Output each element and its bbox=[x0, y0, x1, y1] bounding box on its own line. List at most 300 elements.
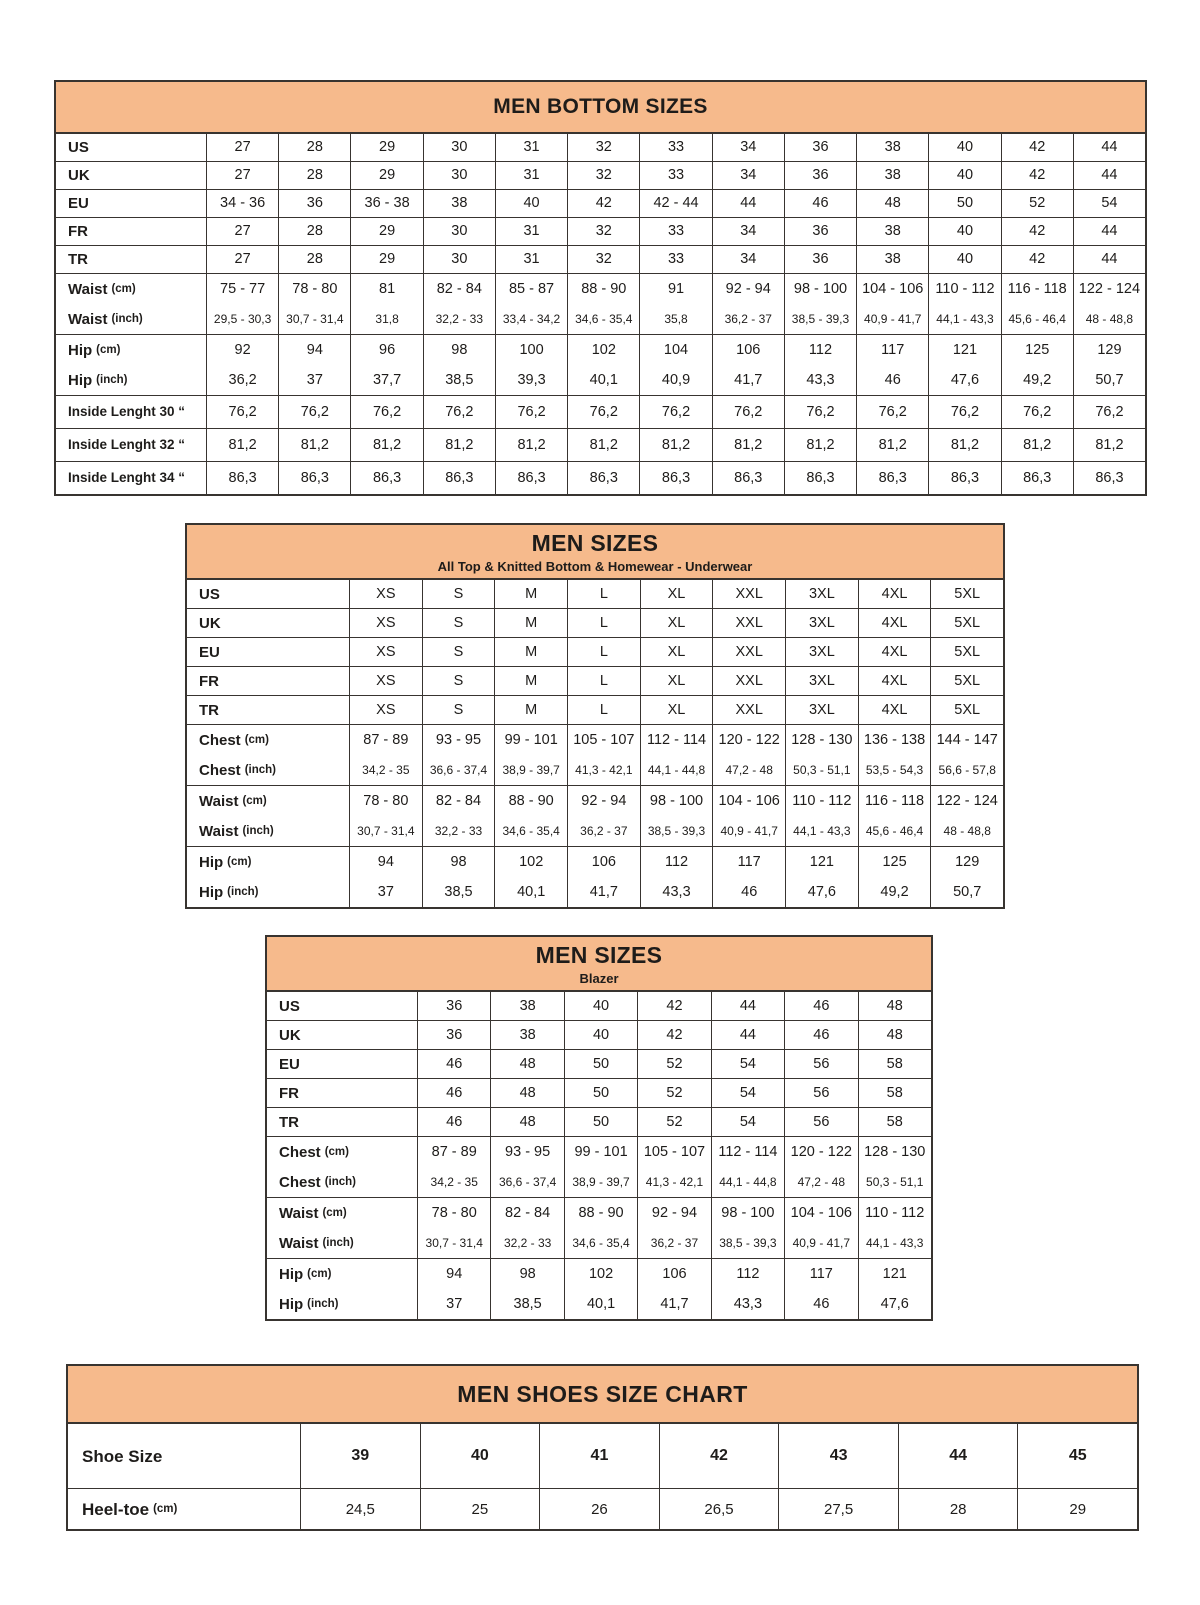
size-cell: 35,8 bbox=[639, 304, 711, 334]
size-cell: 40,1 bbox=[494, 877, 567, 907]
row-label bbox=[56, 218, 206, 245]
size-cell: 41,3 - 42,1 bbox=[637, 1167, 710, 1197]
size-cell: 36 bbox=[784, 134, 856, 161]
row-label-text: FR bbox=[68, 223, 88, 240]
size-cell: 129 bbox=[930, 847, 1003, 877]
size-cell: 99 - 101 bbox=[494, 725, 567, 755]
size-cell: 58 bbox=[858, 1050, 931, 1078]
row-group bbox=[56, 334, 1145, 395]
size-cell: 29 bbox=[1017, 1489, 1137, 1529]
row-label-unit: (inch) bbox=[324, 1176, 356, 1189]
row-label bbox=[187, 877, 349, 907]
size-cell: 50,3 - 51,1 bbox=[858, 1167, 931, 1197]
size-cell: 34,6 - 35,4 bbox=[564, 1228, 637, 1258]
size-cell: 121 bbox=[928, 335, 1000, 365]
row-label-text: Inside Lenght 30 “ bbox=[68, 404, 186, 420]
size-cell: 121 bbox=[785, 847, 858, 877]
size-cell: 28 bbox=[278, 162, 350, 189]
size-cell: S bbox=[422, 580, 495, 608]
size-cell: 98 bbox=[422, 847, 495, 877]
table-row bbox=[187, 816, 1003, 846]
size-cell: 46 bbox=[784, 1289, 857, 1319]
size-cell: 44,1 - 43,3 bbox=[785, 816, 858, 846]
size-cell: 40,1 bbox=[567, 365, 639, 395]
row-label-text: Hip bbox=[68, 371, 93, 389]
men-sizes-blazer-table bbox=[265, 935, 933, 1321]
size-cell: 42 bbox=[637, 1021, 710, 1049]
row-label-text: FR bbox=[199, 672, 219, 690]
size-cell: 41,7 bbox=[712, 365, 784, 395]
size-cell: 41 bbox=[539, 1424, 659, 1488]
size-cell: 38 bbox=[490, 992, 563, 1020]
size-cell: 76,2 bbox=[567, 396, 639, 428]
size-cell: 122 - 124 bbox=[930, 786, 1003, 816]
size-cell: M bbox=[494, 580, 567, 608]
row-group bbox=[187, 637, 1003, 666]
size-cell: 26,5 bbox=[659, 1489, 779, 1529]
row-group bbox=[56, 217, 1145, 245]
size-cell: 128 - 130 bbox=[858, 1137, 931, 1167]
size-cell: M bbox=[494, 696, 567, 724]
table-row bbox=[56, 189, 1145, 217]
size-cell: 43,3 bbox=[711, 1289, 784, 1319]
row-label bbox=[56, 190, 206, 217]
row-label-unit: (inch) bbox=[244, 764, 276, 777]
table-row bbox=[56, 245, 1145, 273]
size-cell: 5XL bbox=[930, 609, 1003, 637]
size-cell: 37 bbox=[349, 877, 422, 907]
row-label bbox=[267, 1228, 417, 1258]
size-cell: 125 bbox=[858, 847, 931, 877]
size-cell: 30,7 - 31,4 bbox=[349, 816, 422, 846]
size-cell: 48 bbox=[490, 1050, 563, 1078]
size-cell: L bbox=[567, 580, 640, 608]
size-cell: 81,2 bbox=[278, 429, 350, 461]
size-cell: 38,5 - 39,3 bbox=[711, 1228, 784, 1258]
size-cell: XXL bbox=[712, 667, 785, 695]
row-group bbox=[187, 580, 1003, 608]
size-cell: 76,2 bbox=[856, 396, 928, 428]
table-row bbox=[187, 846, 1003, 877]
size-cell: 24,5 bbox=[300, 1489, 420, 1529]
row-label bbox=[56, 335, 206, 365]
size-cell: 31 bbox=[495, 218, 567, 245]
size-cell: 36 bbox=[417, 992, 490, 1020]
size-cell: 44 bbox=[1073, 162, 1145, 189]
size-cell: XL bbox=[640, 609, 713, 637]
size-cell: 36 - 38 bbox=[350, 190, 422, 217]
row-label-text: Chest bbox=[199, 761, 241, 779]
size-cell: 102 bbox=[494, 847, 567, 877]
row-label-unit: (cm) bbox=[111, 283, 136, 296]
size-cell: XXL bbox=[712, 638, 785, 666]
row-group bbox=[187, 666, 1003, 695]
size-cell: 34,2 - 35 bbox=[349, 755, 422, 785]
table-row bbox=[187, 755, 1003, 785]
men-bottom-sizes-header bbox=[56, 82, 1145, 134]
size-cell: 42 bbox=[1001, 246, 1073, 273]
size-cell: 37,7 bbox=[350, 365, 422, 395]
size-cell: 53,5 - 54,3 bbox=[858, 755, 931, 785]
size-cell: 46 bbox=[784, 190, 856, 217]
size-cell: 129 bbox=[1073, 335, 1145, 365]
size-cell: 106 bbox=[637, 1259, 710, 1289]
size-cell: 34,6 - 35,4 bbox=[567, 304, 639, 334]
size-cell: 94 bbox=[349, 847, 422, 877]
size-cell: 42 bbox=[567, 190, 639, 217]
size-cell: 98 - 100 bbox=[784, 274, 856, 304]
table-row bbox=[56, 428, 1145, 461]
size-cell: 76,2 bbox=[423, 396, 495, 428]
size-cell: 25 bbox=[420, 1489, 540, 1529]
table-row bbox=[56, 161, 1145, 189]
row-group bbox=[68, 1424, 1137, 1488]
size-cell: 88 - 90 bbox=[494, 786, 567, 816]
size-cell: 34,2 - 35 bbox=[417, 1167, 490, 1197]
row-group bbox=[187, 695, 1003, 724]
size-cell: 33 bbox=[639, 134, 711, 161]
size-cell: 43,3 bbox=[640, 877, 713, 907]
size-cell: 81,2 bbox=[567, 429, 639, 461]
size-cell: 112 bbox=[784, 335, 856, 365]
row-label bbox=[187, 580, 349, 608]
row-label bbox=[56, 162, 206, 189]
row-label-text: Hip bbox=[279, 1265, 304, 1283]
size-cell: 34 bbox=[712, 218, 784, 245]
table-row bbox=[56, 134, 1145, 161]
row-label bbox=[56, 365, 206, 395]
size-cell: 98 - 100 bbox=[711, 1198, 784, 1228]
size-cell: 78 - 80 bbox=[278, 274, 350, 304]
size-cell: M bbox=[494, 667, 567, 695]
size-cell: 3XL bbox=[785, 696, 858, 724]
row-label-unit: (inch) bbox=[307, 1298, 339, 1311]
table-row bbox=[56, 334, 1145, 365]
men-bottom-sizes-table bbox=[54, 80, 1147, 496]
size-cell: 44 bbox=[1073, 134, 1145, 161]
size-cell: 26 bbox=[539, 1489, 659, 1529]
row-label-text: UK bbox=[199, 614, 221, 632]
row-label-text: Inside Lenght 32 “ bbox=[68, 437, 186, 453]
size-cell: 27 bbox=[206, 218, 278, 245]
size-cell: 92 - 94 bbox=[712, 274, 784, 304]
table-row bbox=[56, 395, 1145, 428]
size-cell: 54 bbox=[711, 1050, 784, 1078]
size-cell: 105 - 107 bbox=[637, 1137, 710, 1167]
size-cell: 86,3 bbox=[784, 462, 856, 494]
size-cell: 38 bbox=[856, 246, 928, 273]
size-cell: 36 bbox=[784, 218, 856, 245]
row-label-text: Chest bbox=[279, 1173, 321, 1191]
size-cell: 98 bbox=[490, 1259, 563, 1289]
size-cell: L bbox=[567, 638, 640, 666]
size-cell: 30 bbox=[423, 218, 495, 245]
row-label-unit: (cm) bbox=[96, 344, 121, 357]
size-cell: 38,5 - 39,3 bbox=[784, 304, 856, 334]
size-cell: 56 bbox=[784, 1108, 857, 1136]
size-cell: 32,2 - 33 bbox=[422, 816, 495, 846]
size-cell: 46 bbox=[417, 1108, 490, 1136]
size-cell: 34,6 - 35,4 bbox=[494, 816, 567, 846]
row-label bbox=[56, 396, 206, 428]
size-cell: 42 bbox=[659, 1424, 779, 1488]
size-cell: 93 - 95 bbox=[422, 725, 495, 755]
size-cell: 49,2 bbox=[858, 877, 931, 907]
row-label-text: Hip bbox=[279, 1295, 304, 1313]
size-cell: 92 - 94 bbox=[637, 1198, 710, 1228]
size-cell: 29 bbox=[350, 162, 422, 189]
size-cell: 105 - 107 bbox=[567, 725, 640, 755]
size-cell: 43 bbox=[778, 1424, 898, 1488]
size-cell: XS bbox=[349, 609, 422, 637]
size-cell: 40 bbox=[420, 1424, 540, 1488]
size-cell: 32 bbox=[567, 162, 639, 189]
size-cell: 54 bbox=[711, 1108, 784, 1136]
size-cell: XL bbox=[640, 638, 713, 666]
size-cell: 29 bbox=[350, 134, 422, 161]
row-label-unit: (cm) bbox=[324, 1146, 349, 1159]
size-cell: 40,9 - 41,7 bbox=[784, 1228, 857, 1258]
size-cell: 99 - 101 bbox=[564, 1137, 637, 1167]
row-label-text: EU bbox=[279, 1055, 300, 1073]
size-cell: 42 bbox=[1001, 162, 1073, 189]
size-cell: 38,5 bbox=[422, 877, 495, 907]
size-cell: 34 bbox=[712, 134, 784, 161]
size-cell: 27 bbox=[206, 246, 278, 273]
size-cell: 29,5 - 30,3 bbox=[206, 304, 278, 334]
size-cell: 81,2 bbox=[856, 429, 928, 461]
size-cell: 40 bbox=[564, 1021, 637, 1049]
row-label-text: US bbox=[279, 997, 300, 1015]
size-cell: 58 bbox=[858, 1079, 931, 1107]
size-cell: 49,2 bbox=[1001, 365, 1073, 395]
size-cell: 41,3 - 42,1 bbox=[567, 755, 640, 785]
row-label bbox=[68, 1489, 300, 1529]
size-cell: 144 - 147 bbox=[930, 725, 1003, 755]
row-label bbox=[187, 609, 349, 637]
size-cell: 81,2 bbox=[1001, 429, 1073, 461]
size-cell: 94 bbox=[278, 335, 350, 365]
size-cell: 30 bbox=[423, 246, 495, 273]
size-cell: 32 bbox=[567, 218, 639, 245]
table-row bbox=[68, 1424, 1137, 1488]
size-cell: 44,1 - 44,8 bbox=[640, 755, 713, 785]
row-group bbox=[267, 1049, 931, 1078]
size-cell: 30,7 - 31,4 bbox=[278, 304, 350, 334]
size-cell: 46 bbox=[417, 1079, 490, 1107]
row-group bbox=[56, 428, 1145, 461]
size-cell: 112 - 114 bbox=[711, 1137, 784, 1167]
men-shoes-size-table bbox=[66, 1364, 1139, 1531]
size-cell: 54 bbox=[711, 1079, 784, 1107]
size-cell: XXL bbox=[712, 609, 785, 637]
size-cell: 81,2 bbox=[206, 429, 278, 461]
size-cell: 86,3 bbox=[856, 462, 928, 494]
size-cell: 28 bbox=[898, 1489, 1018, 1529]
size-cell: 78 - 80 bbox=[349, 786, 422, 816]
table-row bbox=[68, 1488, 1137, 1529]
size-cell: 102 bbox=[564, 1259, 637, 1289]
size-cell: 46 bbox=[784, 1021, 857, 1049]
size-cell: 31 bbox=[495, 246, 567, 273]
size-cell: 76,2 bbox=[928, 396, 1000, 428]
size-cell: 40 bbox=[564, 992, 637, 1020]
size-cell: 38,5 - 39,3 bbox=[640, 816, 713, 846]
row-label-unit: (cm) bbox=[322, 1207, 347, 1220]
size-cell: 38 bbox=[423, 190, 495, 217]
size-cell: 34 bbox=[712, 246, 784, 273]
size-cell: 45,6 - 46,4 bbox=[1001, 304, 1073, 334]
row-group bbox=[56, 189, 1145, 217]
table-subtitle: Blazer bbox=[579, 970, 619, 986]
row-group bbox=[187, 846, 1003, 907]
size-cell: 86,3 bbox=[639, 462, 711, 494]
size-cell: 39 bbox=[300, 1424, 420, 1488]
size-cell: 39,3 bbox=[495, 365, 567, 395]
row-label-unit: (inch) bbox=[227, 886, 259, 899]
size-cell: 98 bbox=[423, 335, 495, 365]
row-group bbox=[187, 785, 1003, 846]
size-cell: 41,7 bbox=[567, 877, 640, 907]
size-cell: 31,8 bbox=[350, 304, 422, 334]
size-cell: M bbox=[494, 609, 567, 637]
size-cell: 41,7 bbox=[637, 1289, 710, 1319]
size-cell: 38 bbox=[490, 1021, 563, 1049]
size-cell: 85 - 87 bbox=[495, 274, 567, 304]
size-cell: 38,9 - 39,7 bbox=[494, 755, 567, 785]
size-cell: 4XL bbox=[858, 609, 931, 637]
size-cell: 33 bbox=[639, 246, 711, 273]
size-cell: S bbox=[422, 667, 495, 695]
size-cell: 36,2 - 37 bbox=[567, 816, 640, 846]
size-cell: XS bbox=[349, 638, 422, 666]
size-cell: 40 bbox=[495, 190, 567, 217]
size-cell: 5XL bbox=[930, 696, 1003, 724]
size-cell: 76,2 bbox=[639, 396, 711, 428]
size-cell: 34 bbox=[712, 162, 784, 189]
table-row bbox=[187, 785, 1003, 816]
size-cell: 81,2 bbox=[928, 429, 1000, 461]
row-label-unit: (cm) bbox=[242, 795, 267, 808]
size-cell: 28 bbox=[278, 218, 350, 245]
row-label bbox=[187, 816, 349, 846]
table-body bbox=[267, 992, 931, 1319]
size-cell: XXL bbox=[712, 696, 785, 724]
table-row bbox=[267, 1136, 931, 1167]
men-shoes-size-chart-header bbox=[68, 1366, 1137, 1424]
row-group bbox=[267, 992, 931, 1020]
row-label-unit: (cm) bbox=[307, 1268, 332, 1281]
size-cell: 37 bbox=[278, 365, 350, 395]
size-cell: XS bbox=[349, 696, 422, 724]
table-row bbox=[267, 1107, 931, 1136]
size-cell: 52 bbox=[637, 1079, 710, 1107]
size-cell: 82 - 84 bbox=[423, 274, 495, 304]
size-cell: 47,6 bbox=[928, 365, 1000, 395]
size-cell: 120 - 122 bbox=[712, 725, 785, 755]
row-label-text: Waist bbox=[279, 1204, 319, 1222]
size-cell: 46 bbox=[712, 877, 785, 907]
size-cell: 46 bbox=[856, 365, 928, 395]
size-cell: 50,7 bbox=[930, 877, 1003, 907]
size-cell: 81,2 bbox=[495, 429, 567, 461]
size-cell: L bbox=[567, 609, 640, 637]
size-cell: 86,3 bbox=[567, 462, 639, 494]
row-label bbox=[56, 429, 206, 461]
size-cell: 128 - 130 bbox=[785, 725, 858, 755]
size-cell: 56 bbox=[784, 1079, 857, 1107]
size-cell: 44,1 - 43,3 bbox=[858, 1228, 931, 1258]
size-cell: 36 bbox=[278, 190, 350, 217]
row-label bbox=[56, 274, 206, 304]
size-cell: L bbox=[567, 667, 640, 695]
size-cell: 76,2 bbox=[1073, 396, 1145, 428]
size-cell: 86,3 bbox=[423, 462, 495, 494]
row-group bbox=[56, 395, 1145, 428]
size-cell: 117 bbox=[712, 847, 785, 877]
size-cell: XXL bbox=[712, 580, 785, 608]
size-cell: 36 bbox=[417, 1021, 490, 1049]
row-group bbox=[56, 245, 1145, 273]
size-cell: 40,9 - 41,7 bbox=[712, 816, 785, 846]
size-cell: 104 - 106 bbox=[784, 1198, 857, 1228]
row-label bbox=[187, 638, 349, 666]
size-cell: 47,2 - 48 bbox=[784, 1167, 857, 1197]
row-label-text: FR bbox=[279, 1084, 299, 1102]
size-cell: 125 bbox=[1001, 335, 1073, 365]
size-cell: 48 bbox=[490, 1079, 563, 1107]
row-label bbox=[267, 1137, 417, 1167]
row-group bbox=[68, 1488, 1137, 1529]
table-row bbox=[187, 666, 1003, 695]
size-cell: 86,3 bbox=[206, 462, 278, 494]
size-cell: 76,2 bbox=[206, 396, 278, 428]
row-group bbox=[267, 1078, 931, 1107]
size-cell: 28 bbox=[278, 246, 350, 273]
size-cell: 87 - 89 bbox=[417, 1137, 490, 1167]
table-row bbox=[56, 461, 1145, 494]
size-cell: 88 - 90 bbox=[567, 274, 639, 304]
row-group bbox=[267, 1107, 931, 1136]
size-cell: 31 bbox=[495, 162, 567, 189]
size-cell: XL bbox=[640, 696, 713, 724]
row-label-unit: (cm) bbox=[244, 734, 269, 747]
row-label bbox=[187, 667, 349, 695]
size-cell: 102 bbox=[567, 335, 639, 365]
table-row bbox=[267, 1197, 931, 1228]
size-cell: 48 - 48,8 bbox=[1073, 304, 1145, 334]
size-cell: 76,2 bbox=[1001, 396, 1073, 428]
row-label-unit: (inch) bbox=[111, 313, 143, 326]
size-cell: 81,2 bbox=[639, 429, 711, 461]
size-cell: 112 bbox=[640, 847, 713, 877]
row-label-text: TR bbox=[279, 1113, 299, 1131]
row-label-text: EU bbox=[199, 643, 220, 661]
row-label bbox=[56, 462, 206, 494]
size-cell: 32 bbox=[567, 246, 639, 273]
size-cell: 47,6 bbox=[858, 1289, 931, 1319]
size-cell: 42 - 44 bbox=[639, 190, 711, 217]
size-cell: 106 bbox=[567, 847, 640, 877]
size-cell: 48 bbox=[858, 1021, 931, 1049]
size-cell: XL bbox=[640, 580, 713, 608]
row-group bbox=[267, 1197, 931, 1258]
table-body bbox=[68, 1424, 1137, 1529]
row-label-text: UK bbox=[68, 167, 90, 184]
size-cell: 36 bbox=[784, 246, 856, 273]
size-cell: 86,3 bbox=[1001, 462, 1073, 494]
size-cell: 44 bbox=[711, 992, 784, 1020]
